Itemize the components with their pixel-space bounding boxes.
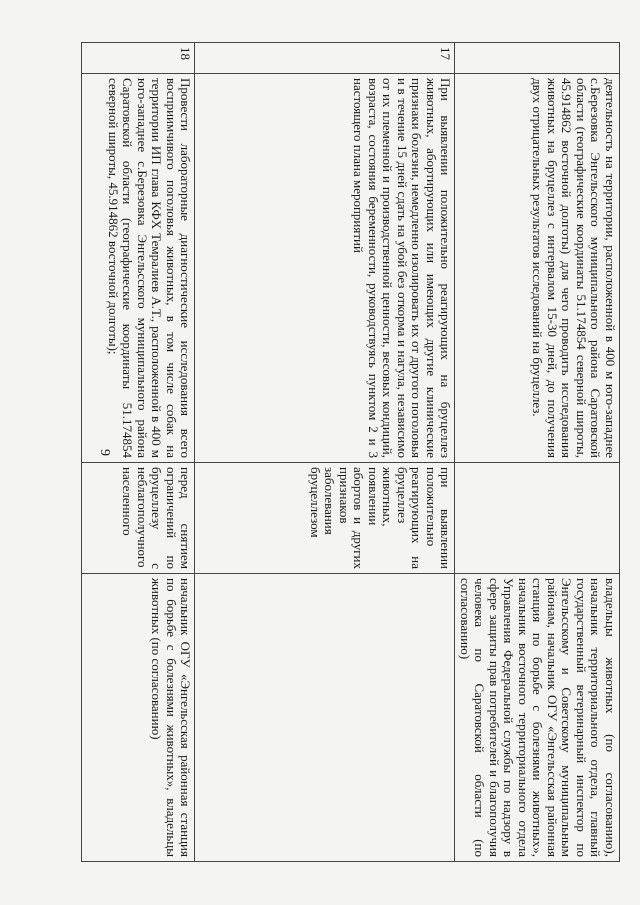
measure-cell: Провести лабораторные диагностические исследования всего восприимчивого поголовья животных, в том числе собак на территории ИП глава КФХ Темралиев А.Т., расположенной в 400 м юго-западнее с.Березовка Энгельсского муниципального района Саратовской области (географические координаты 51.174854 северной широты, 45.914862 восточной долготы); (82, 74, 195, 463)
measure-cell: При выявлении положительно реагирующих на бруцеллез животных, абортирующих или имеющих другие клинические признаки болезни, немедленно изолировать их от другого поголовья и в течение 15 дней сдать на убой без откорма и нагула, независимо от их племенной и производственной ценности, весовых кондиций, возраста, состояния беременности, руководствуясь пунктом 2 и 3 настоящего плана мероприятий (195, 74, 455, 463)
responsible-cell (195, 574, 455, 862)
measure-cell: деятельность на территории, расположенной в 400 м юго-западнее с.Березовка Энгельсского муниципального района Саратовской области (географические координаты 51.174854 северной широты, 45.914862 восточной долготы) для чего проводить исследования животных на бруцеллез с интервалом 15-30 дней, до получения двух отрицательных результатов исследований на бруцеллез. (455, 74, 620, 463)
table-row (195, 43, 455, 862)
term-cell (455, 463, 620, 574)
table-row (82, 43, 195, 862)
responsible-cell: начальник ОГУ «Энгельсская районная станция по борьбе с болезнями животных», владельцы животных (по согласованию) (82, 574, 195, 862)
responsible-cell: владельцы животных (по согласованию), начальник территориального отдела, главный государственный ветеринарный инспектор по Энгельсскому и Советскому муниципальным районам, начальник ОГУ «Энгельсская районная станция по борьбе с болезнями животных», начальник восточного территориального отдела Управления Федеральной службы по надзору в сфере защиты прав потребителей и благополучия человека по Саратовской области (по согласованию) (455, 574, 620, 862)
row-number-cell (455, 43, 620, 74)
term-cell: при выявлении положительно реагирующих на бруцеллез животных, появлении абортов и других признаков заболевания бруцеллезом (195, 463, 455, 574)
table-row (455, 43, 620, 862)
measures-table (82, 42, 621, 862)
row-number-cell: 17 (195, 43, 455, 74)
page-number: 9 (97, 449, 112, 456)
rotated-table-sheet (95, 42, 620, 862)
term-cell: перед снятием ограничений по бруцеллезу с неблагополучного населенного (82, 463, 195, 574)
row-number-cell: 18 (82, 43, 195, 74)
